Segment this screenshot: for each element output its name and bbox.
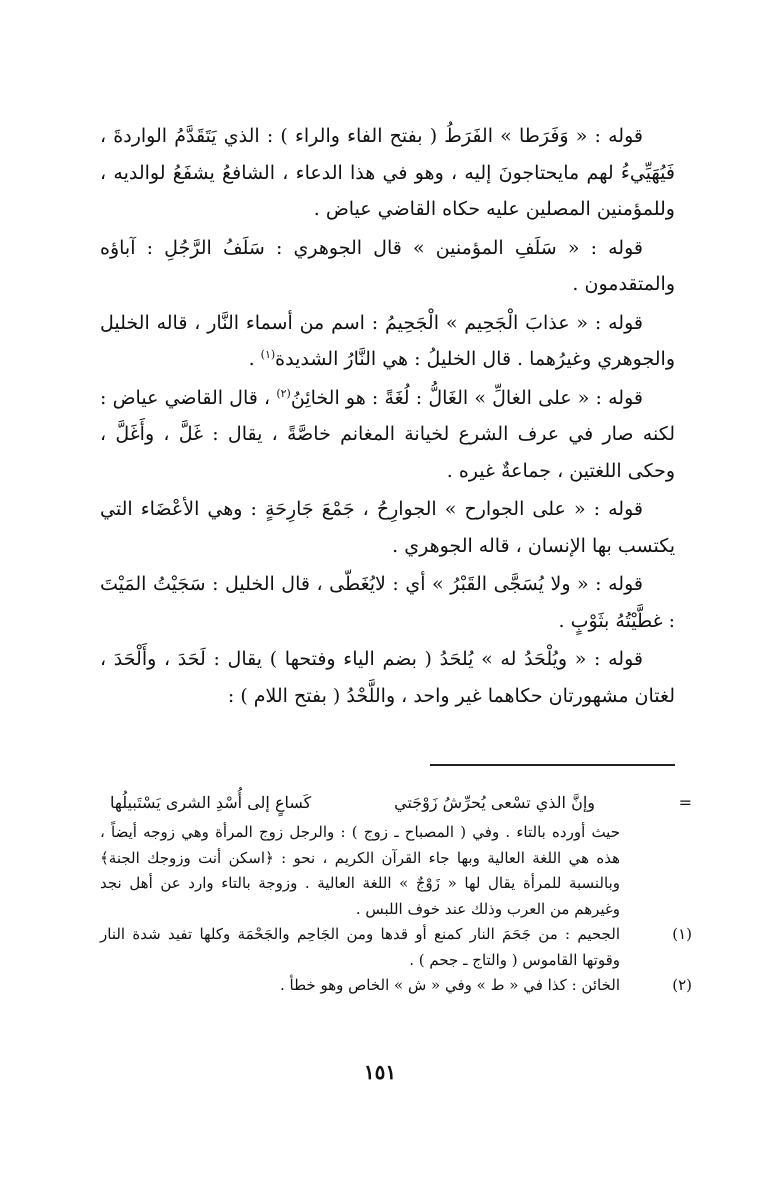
footnote-2-text: الخائن : كذا في « ط » وفي « ش » الخاص وهو خطأ .: [280, 976, 620, 994]
paragraph-ghall: [100, 380, 675, 490]
paragraph-ghall-text: قوله : « على الغالِّ » الغَالُّ : لُغَةً : هو الخائِنُ: [290, 386, 643, 409]
continuation-mark: =: [678, 793, 692, 812]
verse-second-hemistich: كَساعٍ إلى أُسْدِ الشرى يَسْتَبيلُها: [110, 793, 312, 812]
footnote-1-number: (١): [672, 925, 692, 943]
footnote-2-number: (٢): [672, 976, 692, 994]
footnote-ref-1: (١): [260, 348, 276, 361]
verse-first-hemistich: وإنَّ الذي تسْعى يُحرِّشُ زَوْجَتي: [394, 793, 595, 812]
footnote-1-text: الجحيم : من جَحَمَ النار كمنع أو قدها ومن الجَاحِم والجَحْمَة وكلها تفيد شدة النار وقوتها القاموس ( والتاج ـ جحم ) .: [100, 925, 620, 969]
paragraph-jahim: [100, 305, 675, 378]
page-number: ١٥١: [363, 1060, 397, 1084]
paragraph-jawarih: قوله : « على الجوارح » الجوارِحُ ، جَمْعَ جَارِحَةٍ : وهي الأعْضَاء التي يكتسب بها الإنسان ، قاله الجوهري .: [100, 498, 675, 557]
paragraph-salaf: قوله : « سَلَفِ المؤمنين » قال الجوهري : سَلَفُ الرَّجُلِ : آباؤه والمتقدمون .: [100, 236, 675, 295]
paragraph-jahim-text: قوله : « عذابَ الْجَحِيم » الْجَحِيمُ : اسم من أسماء النَّار ، قاله الخليل والجوهري وغيرُهما . قال الخليلُ : هي النَّارُ الشديدة: [100, 311, 675, 370]
paragraph-yusajja: قوله : « ولا يُسَجَّى القَبْرُ » أي : لايُغَطّى ، قال الخليل : سَجَيْتُ المَيْتَ : غطَّيْتُهُ بثَوْبٍ .: [100, 573, 675, 632]
paragraph-ghall-rest: ، قال القاضي عياض : لكنه صار في عرف الشرع لخيانة المغانم خاصَّةً ، يقال : غَلَّ ، وأَغَلَّ ، وحكى اللغتين ، جماعةٌ غيره .: [100, 386, 675, 482]
footnotes: [100, 790, 692, 999]
paragraph-jahim-end: .: [248, 348, 261, 370]
paragraph-yulhad: قوله : « ويُلْحَدُ له » يُلحَدُ ( بضم الياء وفتحها ) يقال : لَحَدَ ، وأَلْحَدَ ، لغتان مشهورتان حكاهما غير واحد ، واللَّحْدُ ( بفتح اللام ) :: [100, 648, 675, 707]
verse-commentary: حيث أورده بالتاء . وفي ( المصباح ـ زوج ) : والرجل زوج المرأة وهي زوجه أيضاً ، هذه هي اللغة العالية وبها جاء القرآن الكريم ، نحو : ﴿اسكن أنت وزوجك الجنة﴾ وبالنسبة للمرأة يقال لها « زَوْجٌ » اللغة العالية . وزوجة بالتاء وارد عن أهل نجد وغيرهم من العرب وذلك عند خوف اللبس .: [100, 823, 620, 918]
footnote-1: [100, 922, 692, 973]
poetry-verse: [100, 790, 692, 820]
footnote-separator: [430, 764, 675, 766]
footnote-ref-2: (٢): [276, 386, 291, 400]
footnote-2: [100, 973, 692, 999]
paragraph-fart: قوله : « وَفَرَطا » الفَرَطُ ( بفتح الفاء والراء ) : الذي يَتَقَدَّمُ الواردةَ ، فَيُهَيِّيءُ لهم مايحتاجونَ إليه ، وهو في هذا الدعاء ، الشافعُ يشفَعُ لوالديه ، وللمؤمنين المصلين عليه حكاه القاضي عياض .: [100, 125, 675, 220]
main-text: [100, 118, 675, 716]
